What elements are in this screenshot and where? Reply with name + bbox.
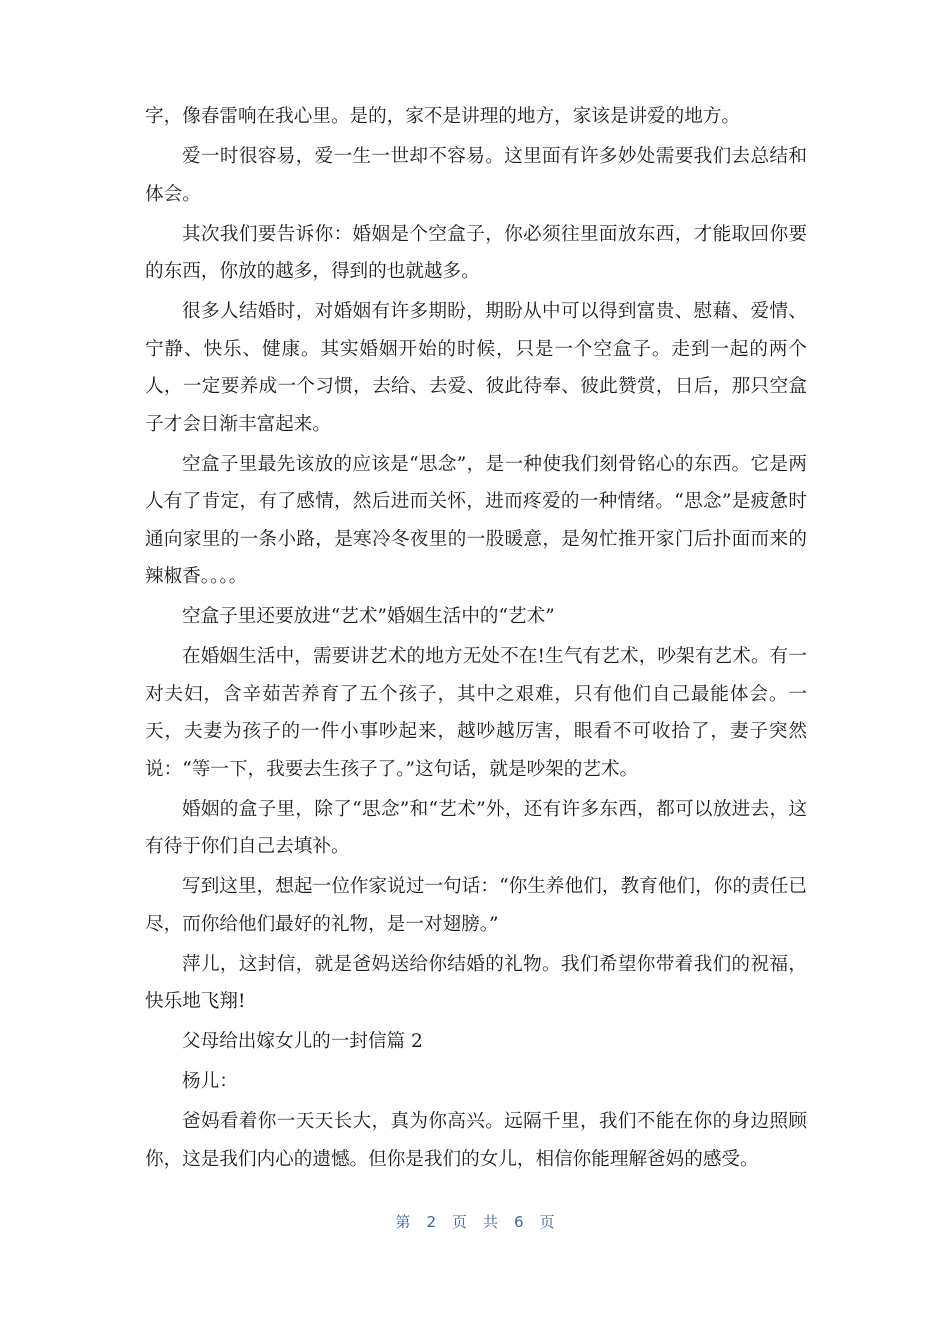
- document-body: [145, 98, 807, 1181]
- paragraph: 婚姻的盒子里，除了“思念”和“艺术”外，还有许多东西，都可以放进去，这有待于你们自己去填补。: [145, 798, 807, 857]
- paragraph: 萍儿，这封信，就是爸妈送给你结婚的礼物。我们希望你带着我们的祝福，快乐地飞翔!: [145, 953, 807, 1012]
- paragraph: 很多人结婚时，对婚姻有许多期盼，期盼从中可以得到富贵、慰藉、爱情、宁静、快乐、健康。其实婚姻开始的时候，只是一个空盒子。走到一起的两个人，一定要养成一个习惯，去给、去爱、彼此待奉、彼此赞赏，日后，那只空盒子才会日渐丰富起来。: [145, 301, 807, 435]
- paragraph: 在婚姻生活中，需要讲艺术的地方无处不在!生气有艺术，吵架有艺术。有一对夫妇，含辛茹苦养育了五个孩子，其中之艰难，只有他们自己最能体会。一天，夫妻为孩子的一件小事吵起来，越吵越厉害，眼看不可收拾了，妻子突然说：“等一下，我要去生孩子了。”这句话，就是吵架的艺术。: [145, 646, 807, 780]
- paragraph: 空盒子里还要放进“艺术”婚姻生活中的“艺术”: [182, 606, 555, 627]
- page-footer: [0, 1211, 950, 1232]
- footer-gong: 共: [483, 1213, 499, 1231]
- footer-di: 第: [395, 1213, 411, 1231]
- footer-ye2: 页: [539, 1213, 555, 1231]
- footer-ye: 页: [451, 1213, 467, 1231]
- footer-page-number: 2: [426, 1213, 436, 1231]
- paragraph: 空盒子里最先该放的应该是“思念”，是一种使我们刻骨铭心的东西。它是两人有了肯定，有了感情，然后进而关怀，进而疼爱的一种情绪。“思念”是疲惫时通向家里的一条小路，是寒冷冬夜里的一股暖意，是匆忙推开家门后扑面而来的辣椒香。。。。: [145, 453, 807, 587]
- paragraph: 爸妈看着你一天天长大，真为你高兴。远隔千里，我们不能在你的身边照顾你，这是我们内心的遗憾。但你是我们的女儿，相信你能理解爸妈的感受。: [145, 1111, 807, 1170]
- paragraph: 写到这里，想起一位作家说过一句话：“你生养他们，教育他们，你的责任已尽，而你给他们最好的礼物，是一对翅膀。”: [145, 876, 807, 935]
- salutation: 杨儿：: [182, 1071, 238, 1092]
- footer-total-pages: 6: [514, 1213, 524, 1231]
- paragraph: 其次我们要告诉你：婚姻是个空盒子，你必须往里面放东西，才能取回你要的东西，你放的越多，得到的也就越多。: [145, 223, 807, 282]
- paragraph: 字，像春雷响在我心里。是的，家不是讲理的地方，家该是讲爱的地方。: [145, 106, 741, 127]
- paragraph: 爱一时很容易，爱一生一世却不容易。这里面有许多妙处需要我们去总结和体会。: [145, 146, 807, 205]
- section-heading: 父母给出嫁女儿的一封信篇 2: [182, 1031, 423, 1052]
